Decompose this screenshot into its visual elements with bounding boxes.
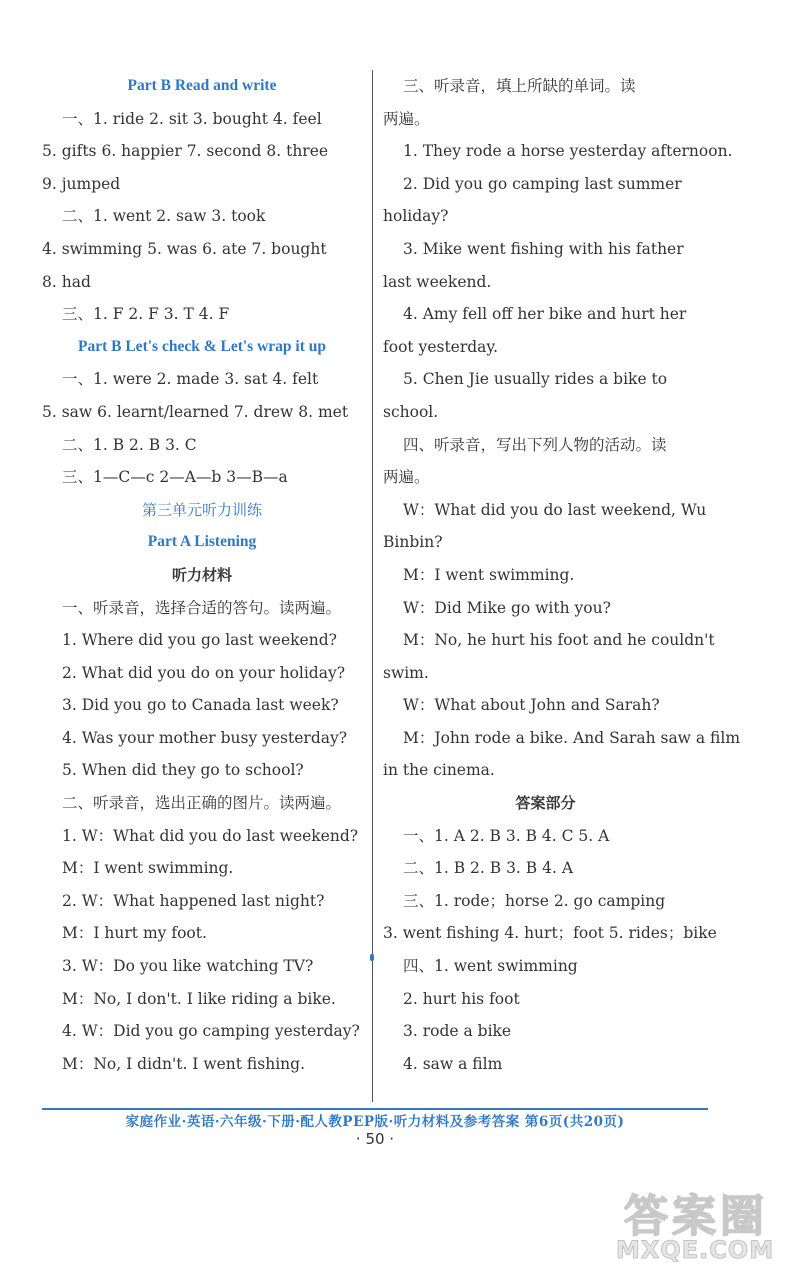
right-text-line: W：What about John and Sarah? xyxy=(403,696,660,715)
right-text-line: 4. Amy fell off her bike and hurt her xyxy=(403,305,687,324)
right-text-line: W：Did Mike go with you? xyxy=(403,598,611,617)
answer-line: 5. saw 6. learnt/learned 7. drew 8. met xyxy=(42,402,349,421)
answer-title: 答案部分 xyxy=(515,794,576,813)
section-title-read-write: Part B Read and write xyxy=(127,77,277,94)
answer-line: 二、1. B 2. B 3. C xyxy=(62,435,197,454)
answer-line: 一、1. were 2. made 3. sat 4. felt xyxy=(62,370,319,389)
material-line: M：No, I don't. I like riding a bike. xyxy=(62,989,336,1008)
material-line: 5. When did they go to school? xyxy=(62,761,304,780)
right-text-line: in the cinema. xyxy=(383,761,495,780)
right-text-line: M：No, he hurt his foot and he couldn't xyxy=(403,631,715,650)
right-text-line: Binbin? xyxy=(383,533,443,552)
answer-line: 9. jumped xyxy=(42,174,121,193)
material-line: M：I hurt my foot. xyxy=(62,924,207,943)
watermark-url: MXQE.COM xyxy=(616,1236,775,1264)
right-text-line: M：I went swimming. xyxy=(403,565,575,584)
material-line: 一、听录音，选择合适的答句。读两遍。 xyxy=(62,598,342,617)
left-column xyxy=(42,70,362,1080)
watermark-text: 答案圈 xyxy=(624,1191,768,1242)
material-line: 1. Where did you go last weekend? xyxy=(62,631,337,650)
section-title-listening: Part A Listening xyxy=(147,533,257,551)
right-text-line: last weekend. xyxy=(383,272,492,291)
material-line: 2. W：What happened last night? xyxy=(62,891,325,910)
right-text-line: 3. Mike went fishing with his father xyxy=(403,239,684,258)
material-line: 二、听录音，选出正确的图片。读两遍。 xyxy=(62,794,342,813)
right-text-line: 两遍。 xyxy=(383,468,430,487)
material-line: 3. Did you go to Canada last week? xyxy=(62,696,339,715)
column-divider xyxy=(372,70,373,1102)
right-text-line: 1. They rode a horse yesterday afternoon. xyxy=(403,142,733,161)
answer-line: 三、1—C—c 2—A—b 3—B—a xyxy=(62,468,288,487)
material-line: 4. W：Did you go camping yesterday? xyxy=(62,1022,360,1041)
right-column xyxy=(383,70,741,1080)
answer-line: 三、1. F 2. F 3. T 4. F xyxy=(62,305,230,324)
watermark-logo xyxy=(610,1180,790,1265)
right-text-line: 3. went fishing 4. hurt；foot 5. rides；bike xyxy=(383,924,717,943)
right-text-line: 两遍。 xyxy=(383,109,430,128)
right-text-line: 四、1. went swimming xyxy=(403,957,578,976)
material-line: 1. W：What did you do last weekend? xyxy=(62,826,359,845)
right-text-line: foot yesterday. xyxy=(383,337,499,356)
right-text-line: holiday? xyxy=(383,207,449,226)
right-text-line: W：What did you do last weekend, Wu xyxy=(403,500,707,519)
answer-line: 二、1. went 2. saw 3. took xyxy=(62,207,266,226)
right-text-line: 一、1. A 2. B 3. B 4. C 5. A xyxy=(403,826,610,845)
right-text-line: 三、听录音，填上所缺的单词。读 xyxy=(403,77,636,95)
right-text-line: swim. xyxy=(383,663,429,682)
section-title-check-wrap: Part B Let's check & Let's wrap it up xyxy=(78,337,326,355)
material-title: 听力材料 xyxy=(171,565,232,584)
answer-line: 4. swimming 5. was 6. ate 7. bought xyxy=(42,239,327,258)
material-line: M：No, I didn't. I went fishing. xyxy=(62,1054,305,1073)
answer-line: 一、1. ride 2. sit 3. bought 4. feel xyxy=(62,109,322,128)
footer-caption: 家庭作业·英语·六年级·下册·配人教PEP版·听力材料及参考答案 第6页(共20页) xyxy=(125,1114,625,1130)
right-text-line: 3. rode a bike xyxy=(403,1022,512,1041)
answer-line: 8. had xyxy=(42,272,91,291)
material-line: 4. Was your mother busy yesterday? xyxy=(62,728,348,747)
answer-line: 5. gifts 6. happier 7. second 8. three xyxy=(42,142,329,161)
page-number: · 50 · xyxy=(355,1130,395,1148)
right-text-line: 四、听录音，写出下列人物的活动。读 xyxy=(403,435,667,454)
decorative-dot xyxy=(370,954,374,961)
right-text-line: 2. Did you go camping last summer xyxy=(403,174,682,193)
right-text-line: 三、1. rode；horse 2. go camping xyxy=(403,891,666,910)
right-text-line: M：John rode a bike. And Sarah saw a film xyxy=(403,728,741,747)
right-text-line: 2. hurt his foot xyxy=(403,989,520,1008)
right-text-line: school. xyxy=(383,402,439,421)
right-text-line: 5. Chen Jie usually rides a bike to xyxy=(403,370,668,389)
material-line: M：I went swimming. xyxy=(62,859,234,878)
unit-title: 第三单元听力训练 xyxy=(141,500,262,519)
right-text-line: 二、1. B 2. B 3. B 4. A xyxy=(403,859,574,878)
material-line: 2. What did you do on your holiday? xyxy=(62,663,346,682)
material-line: 3. W：Do you like watching TV? xyxy=(62,957,314,976)
right-text-line: 4. saw a film xyxy=(403,1054,503,1073)
